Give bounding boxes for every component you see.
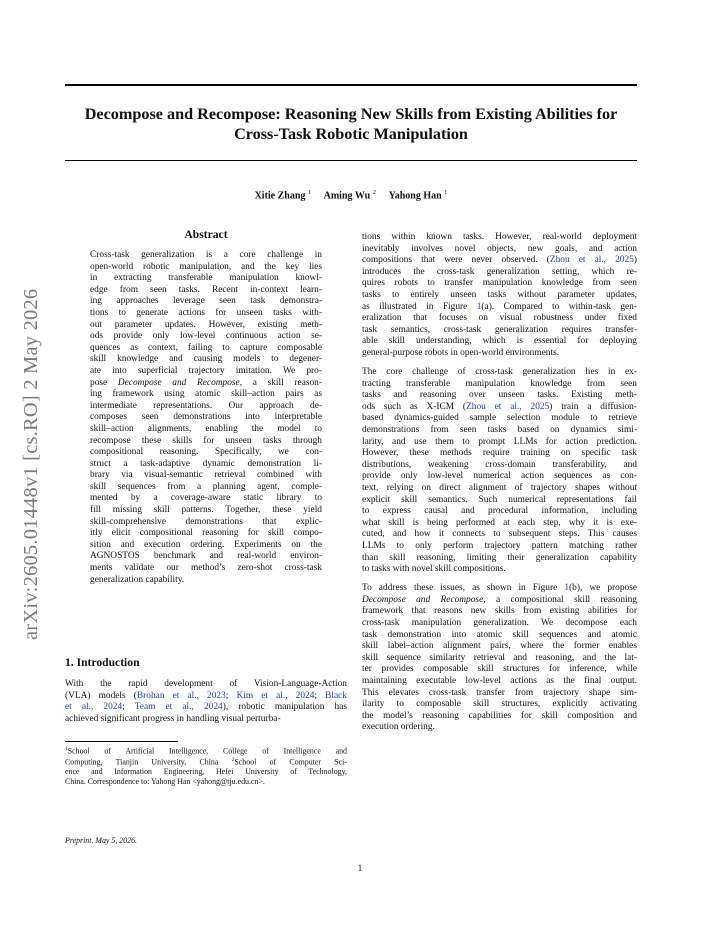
abstract-heading: Abstract bbox=[184, 228, 228, 241]
text-line: To address these issues, as shown in Figure 1(b), we propose bbox=[362, 583, 637, 594]
text-line: eralization that focuses on visual robustness under fixed bbox=[362, 313, 637, 324]
text-line: ter provides composable skill structures for inference, while bbox=[362, 664, 637, 675]
citation-link[interactable]: 1 bbox=[476, 301, 482, 312]
text-line: ods such as X-ICM (Zhou et al., 2025) train a diffusion- bbox=[362, 401, 637, 412]
text-line: composes seen demonstrations into interpretable bbox=[90, 412, 322, 423]
text-line: mented by a coverage-aware static library to bbox=[90, 493, 322, 504]
text-line: pose Decompose and Recompose, a skill reason- bbox=[90, 377, 322, 388]
text-line: ence and Information Engineering, Hefei University of Technology, bbox=[65, 767, 347, 777]
arxiv-stamp: arXiv:2605.01448v1 [cs.RO] 2 May 2026 bbox=[20, 288, 42, 640]
citation-link[interactable]: Zhou et al., 2025 bbox=[466, 401, 550, 412]
affiliation-footnote bbox=[65, 745, 347, 786]
author-affiliation: 2 bbox=[372, 189, 376, 196]
text-line: tasks to entirely unseen tasks without parameter updates, bbox=[362, 289, 637, 300]
paragraph bbox=[362, 583, 637, 734]
footnote-rule bbox=[65, 741, 178, 742]
text-line: introduces the cross-task generalization setting, which re- bbox=[362, 266, 637, 277]
text-line: itly elicit compositional reasoning for skill compo- bbox=[90, 528, 322, 539]
text-line: $^1$School of Artificial Intelligence, College of Intelligence and bbox=[65, 746, 347, 756]
text-line: ing approaches leverage seen task demonstra- bbox=[90, 296, 322, 307]
text-line: With the rapid development of Vision-Language-Action bbox=[65, 679, 347, 689]
text-line: skill-comprehensive demonstrations that explic- bbox=[90, 516, 322, 527]
footnote-marker: 2 bbox=[231, 757, 235, 764]
text-line: skill knowledge and causing models to degener- bbox=[90, 354, 322, 365]
text-line: larity, and use them to prompt LLMs for action prediction. bbox=[362, 436, 637, 447]
citation-link[interactable]: Black bbox=[325, 690, 347, 701]
title-line-1: Decompose and Recompose: Reasoning New Skills from Existing Abilities for bbox=[84, 105, 618, 123]
text-line: skill label–action alignment pairs, where the former enables bbox=[362, 641, 637, 652]
text-line: able skill understanding, which is essential for deploying bbox=[362, 336, 637, 347]
citation-link[interactable]: Zhou et al., 2025 bbox=[549, 255, 634, 266]
text-line: general-purpose robots in open-world environments. bbox=[362, 347, 560, 358]
text-line: skill sequences from a planning agent, comple- bbox=[90, 481, 322, 492]
text-line: what skill is being performed at each step, why it is exe- bbox=[362, 517, 637, 528]
abstract-body bbox=[90, 250, 322, 586]
citation-link[interactable]: Kim et al., 2024 bbox=[236, 690, 315, 701]
text-line: intermediate representations. Our approach de- bbox=[90, 400, 322, 411]
introduction-body bbox=[65, 679, 347, 725]
paragraph bbox=[362, 367, 637, 576]
text-line: cross-task manipulation generalization. We decompose each bbox=[362, 618, 637, 628]
text-line: recompose these skills for unseen tasks through bbox=[90, 435, 322, 446]
text-line: explicit skill semantics. Such numerical representations fail bbox=[362, 494, 637, 505]
text-line: text, relying on direct alignment of trajectory shapes without bbox=[362, 482, 637, 493]
emphasis: Decompose and Recompose bbox=[362, 594, 484, 605]
text-line: task demonstration into atomic skill sequences and atomic bbox=[362, 629, 637, 640]
text-line: edge from seen tasks. Recent in-context learn- bbox=[90, 284, 322, 295]
emphasis: Decompose and Recompose bbox=[117, 377, 240, 388]
author-affiliation: 1 bbox=[307, 189, 312, 196]
text-line: Computing, Tianjin University, China $^2$School of Computer Sci- bbox=[65, 757, 347, 767]
text-line: skill–action alignments, enabling the model to bbox=[90, 423, 322, 434]
text-line: task semantics, cross-task generalization requires transfer- bbox=[362, 324, 637, 335]
right-column bbox=[362, 232, 637, 734]
text-line: Cross-task generalization is a core challenge in bbox=[90, 250, 322, 260]
preprint-date: Preprint. May 5, 2026. bbox=[65, 836, 138, 845]
title-bottom-rule bbox=[65, 160, 637, 161]
author-name: Yahong Han bbox=[388, 190, 442, 202]
author-list bbox=[65, 189, 637, 201]
text-line: inevitably involves novel objects, new goals, and action bbox=[362, 243, 637, 254]
text-line: compositions that were never observed. (Zhou et al., 2025) bbox=[362, 255, 637, 266]
text-line: LLMs to only perform trajectory pattern matching rather bbox=[362, 540, 637, 551]
text-line: demonstrations from seen tasks based on dynamics simi- bbox=[362, 425, 637, 435]
text-line: ods provide only low-level continuous action se- bbox=[90, 331, 322, 342]
text-line: skill sequence similarity retrieval and reasoning, and the lat- bbox=[362, 652, 637, 663]
text-line: cuted, and how it connects to subsequent steps. This causes bbox=[362, 529, 637, 540]
text-line: the model’s reasoning capabilities for skill composition and bbox=[362, 710, 637, 721]
author-affiliation: 1 bbox=[444, 189, 448, 196]
text-line: et al., 2024; Team et al., 2024), robotic manipulation has bbox=[65, 702, 347, 713]
text-line: sition and execution ordering. Experiments on the bbox=[90, 539, 322, 550]
text-line: ate into superficial trajectory imitation. We pro- bbox=[90, 365, 322, 376]
text-line: This elevates cross-task transfer from trajectory shape sim- bbox=[362, 687, 637, 698]
text-line: framework that reasons new skills from existing abilities for bbox=[362, 606, 637, 617]
text-line: to express causal and procedural information, including bbox=[362, 506, 637, 517]
text-line: in extracting transferable manipulation knowl- bbox=[90, 273, 322, 284]
text-line: out parameter updates. However, existing meth- bbox=[90, 319, 322, 330]
text-line: quires robots to transfer manipulation knowledge from seen bbox=[362, 278, 637, 289]
text-line: as illustrated in Figure 1(a). Compared to within-task gen- bbox=[362, 301, 637, 312]
text-line: achieved significant progress in handling visual perturba- bbox=[65, 713, 281, 724]
text-line: China. Correspondence to: Yahong Han <yahong@tju.edu.cn>. bbox=[65, 776, 265, 786]
citation-link[interactable]: Brohan et al., 2023 bbox=[136, 690, 226, 701]
author-name: Xitie Zhang bbox=[254, 190, 306, 202]
text-line: struct a task-adaptive dynamic demonstration li- bbox=[90, 458, 322, 469]
text-line: tions to generate actions for unseen tasks with- bbox=[90, 307, 322, 318]
page-number: 1 bbox=[357, 864, 363, 874]
author-name: Aming Wu bbox=[323, 190, 371, 202]
text-line: generalization capability. bbox=[90, 574, 185, 585]
text-line: based dynamics-guided sample selection module to retrieve bbox=[362, 413, 637, 424]
text-line: compositional reasoning. Specifically, we con- bbox=[90, 447, 322, 458]
title-top-rule bbox=[65, 84, 637, 86]
citation-link[interactable]: et al., 2024 bbox=[65, 702, 123, 713]
text-line: maintaining executable low-level actions as the final output. bbox=[362, 675, 637, 686]
text-line: to tasks with novel skill compositions. bbox=[362, 564, 506, 575]
text-line: than skill reasoning, limiting their generalization capability bbox=[362, 552, 637, 563]
introduction-heading: 1. Introduction bbox=[65, 656, 140, 669]
text-line: tracting transferable manipulation knowledge from seen bbox=[362, 378, 637, 389]
footnote-marker: 1 bbox=[65, 746, 68, 752]
text-line: quences as context, failing to capture composable bbox=[90, 342, 322, 353]
text-line: brary via visual-semantic retrieval combined with bbox=[90, 470, 322, 481]
paragraph bbox=[362, 232, 637, 360]
text-line: execution ordering. bbox=[362, 722, 435, 733]
text-line: (VLA) models (Brohan et al., 2023; Kim et al., 2024; Black bbox=[65, 690, 347, 701]
text-line: Decompose and Recompose, a compositional skill reasoning bbox=[362, 594, 637, 605]
title-line-2: Cross-Task Robotic Manipulation bbox=[234, 125, 468, 143]
text-line: tasks and reasoning over unseen tasks. Existing meth- bbox=[362, 390, 637, 401]
text-line: ments validate our method’s zero-shot cross-task bbox=[90, 563, 322, 574]
text-line: open-world robotic manipulation, and the key lies bbox=[90, 261, 322, 272]
text-line: The core challenge of cross-task generalization lies in ex- bbox=[362, 367, 637, 378]
paper-title bbox=[65, 104, 637, 144]
text-line: AGNOSTOS benchmark and real-world environ- bbox=[90, 551, 322, 562]
text-line: tions within known tasks. However, real-world deployment bbox=[362, 232, 637, 242]
text-line: distributions, weakening cross-domain transferability, and bbox=[362, 459, 637, 470]
text-line: However, these methods require training on specific task bbox=[362, 448, 637, 459]
text-line: fill missing skill patterns. Together, these yield bbox=[90, 505, 322, 516]
citation-link[interactable]: 1 bbox=[564, 583, 570, 594]
text-line: provide only low-level numerical action sequences as con- bbox=[362, 471, 637, 482]
text-line: ilarity to composable skill structures, explicitly activating bbox=[362, 699, 637, 710]
citation-link[interactable]: Team et al., 2024 bbox=[134, 702, 223, 713]
text-line: ing framework using atomic skill–action pairs as bbox=[90, 389, 322, 400]
